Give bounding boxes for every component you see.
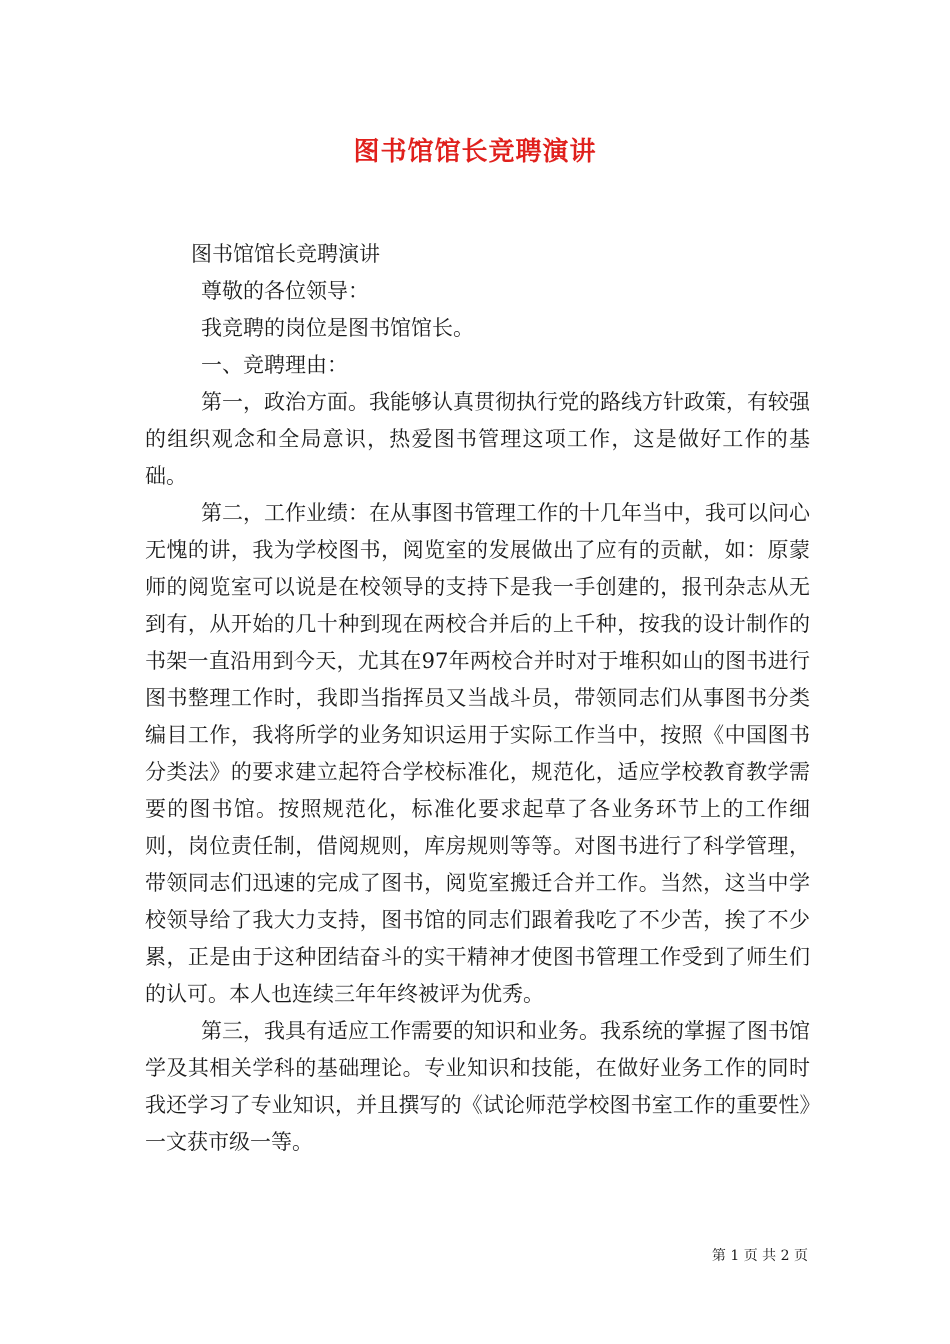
paragraph-second-reason: 第二，工作业绩：在从事图书管理工作的十几年当中，我可以问心无愧的讲，我为学校图书，阅览室的发展做出了应有的贡献，如：原蒙师的阅览室可以说是在校领导的支持下是我一手创建的，报刊杂志从无到有，从开始的几十种到现在两校合并后的上千种，按我的设计制作的书架一直沿用到今天，尤其在97年两校合并时对于堆积如山的图书进行图书整理工作时，我即当指挥员又当战斗员，带领同志们从事图书分类编目工作，我将所学的业务知识运用于实际工作当中，按照《中国图书分类法》的要求建立起符合学校标准化，规范化，适应学校教育教学需要的图书馆。按照规范化，标准化要求起草了各业务环节上的工作细则，岗位责任制，借阅规则，库房规则等等。对图书进行了科学管理，带领同志们迅速的完成了图书，阅览室搬迁合并工作。当然，这当中学校领导给了我大力支持，图书馆的同志们跟着我吃了不少苦，挨了不少累，正是由于这种团结奋斗的实干精神才使图书管理工作受到了师生们的认可。本人也连续三年年终被评为优秀。: [145, 501, 810, 1006]
paragraph-heading: 图书馆馆长竞聘演讲: [191, 242, 380, 266]
paragraph-position: 我竞聘的岗位是图书馆馆长。: [201, 316, 474, 340]
paragraph-salutation: 尊敬的各位领导：: [201, 279, 369, 303]
paragraph-third-reason: 第三，我具有适应工作需要的知识和业务。我系统的掌握了图书馆学及其相关学科的基础理论。专业知识和技能，在做好业务工作的同时我还学习了专业知识，并且撰写的《试论师范学校图书室工作的重要性》一文获市级一等。: [145, 1019, 810, 1154]
document-body: [145, 236, 810, 1161]
paragraph-first-reason: 第一，政治方面。我能够认真贯彻执行党的路线方针政策，有较强的组织观念和全局意识，热爱图书管理这项工作，这是做好工作的基础。: [145, 390, 810, 488]
page-number-footer: 第 1 页 共 2 页: [711, 1248, 808, 1264]
paragraph-section-heading: 一、竞聘理由：: [201, 353, 348, 377]
document-title: 图书馆馆长竞聘演讲: [353, 137, 597, 167]
